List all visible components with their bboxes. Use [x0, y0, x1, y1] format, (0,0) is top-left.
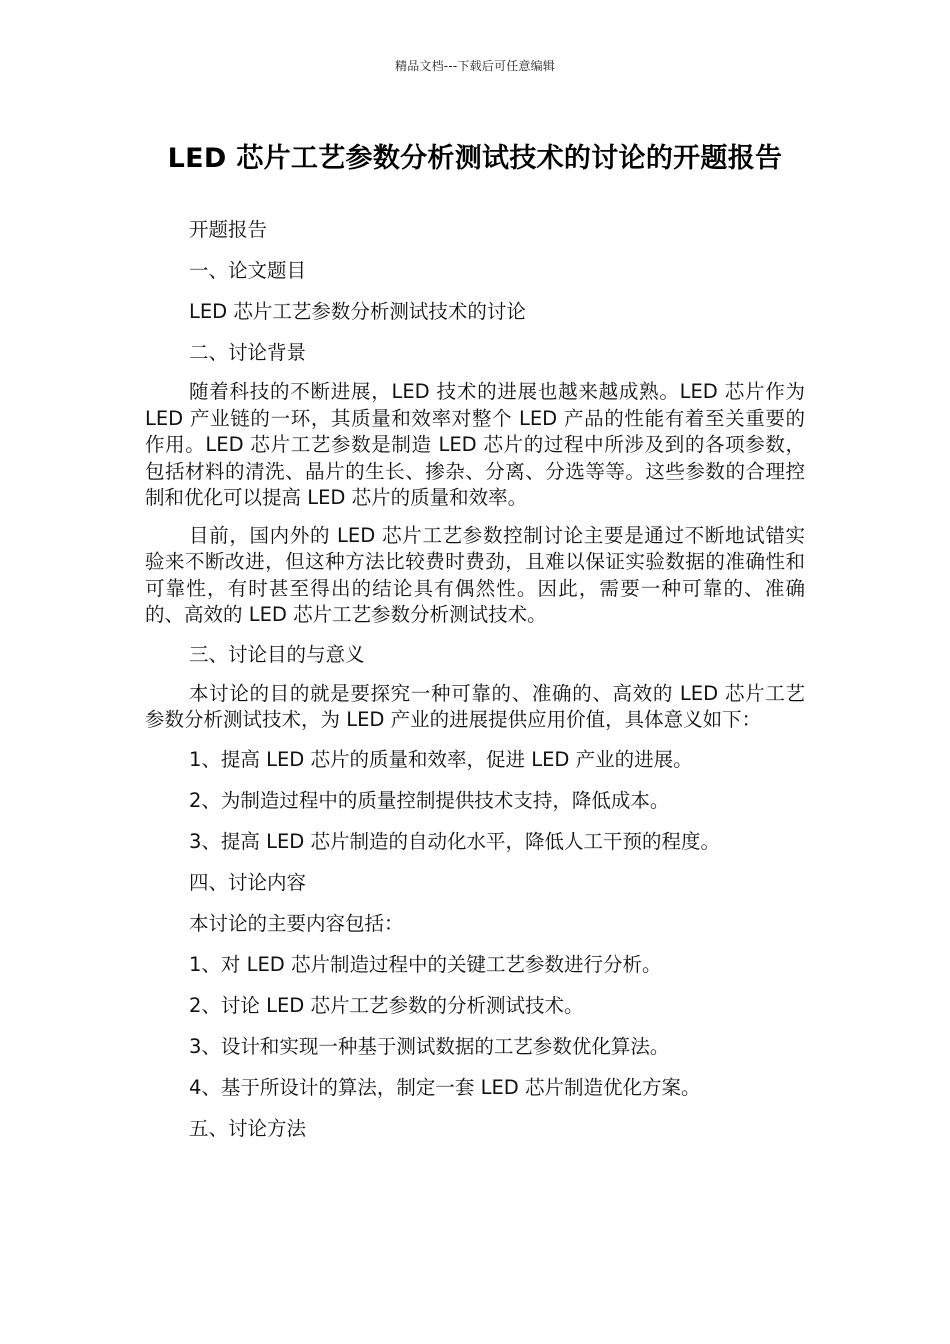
paragraph-report-label: 开题报告 — [189, 218, 268, 241]
section-heading-method: 五、讨论方法 — [189, 1116, 307, 1140]
paragraph-background-1: 随着科技的不断进展，LED 技术的进展也越来越成熟。LED 芯片作为 LED 产业链的一环，其质量和效率对整个 LED 产品的性能有着至关重要的作用。LED 芯片工艺参数是制造 LED 芯片的过程中所涉及到的各项参数，包括材料的清洗、晶片的生长、掺杂、分离、分选等等。这些参数的合理控制和优化可以提高 LED 芯片的质量和效率。 — [145, 380, 805, 509]
paragraph-thesis-title: LED 芯片工艺参数分析测试技术的讨论 — [189, 300, 526, 323]
list-item-content-1: 1、对 LED 芯片制造过程中的关键工艺参数进行分析。 — [189, 952, 662, 976]
paragraph-background-2: 目前，国内外的 LED 芯片工艺参数控制讨论主要是通过不断地试错实验来不断改进，但这种方法比较费时费劲，且难以保证实验数据的准确性和可靠性，有时甚至得出的结论具有偶然性。因此，需要一种可靠的、准确的、高效的 LED 芯片工艺参数分析测试技术。 — [145, 523, 805, 626]
section-heading-purpose: 三、讨论目的与意义 — [189, 642, 365, 666]
list-item-content-3: 3、设计和实现一种基于测试数据的工艺参数优化算法。 — [189, 1034, 670, 1058]
document-body — [145, 215, 805, 1155]
list-item-purpose-3: 3、提高 LED 芯片制造的自动化水平，降低人工干预的程度。 — [189, 829, 721, 853]
section-heading-content: 四、讨论内容 — [189, 870, 307, 894]
section-heading-thesis-title: 一、论文题目 — [189, 259, 307, 282]
list-item-purpose-2: 2、为制造过程中的质量控制提供技术支持，降低成本。 — [189, 788, 670, 812]
paragraph-purpose: 本讨论的目的就是要探究一种可靠的、准确的、高效的 LED 芯片工艺参数分析测试技术，为 LED 产业的进展提供应用价值，具体意义如下： — [145, 681, 805, 731]
list-item-purpose-1: 1、提高 LED 芯片的质量和效率，促进 LED 产业的进展。 — [189, 747, 693, 771]
list-item-content-2: 2、讨论 LED 芯片工艺参数的分析测试技术。 — [189, 993, 584, 1017]
header-note: 精品文档---下载后可任意编辑 — [395, 59, 555, 73]
document-title: LED 芯片工艺参数分析测试技术的讨论的开题报告 — [167, 143, 783, 174]
list-item-content-4: 4、基于所设计的算法，制定一套 LED 芯片制造优化方案。 — [189, 1075, 701, 1099]
paragraph-content-intro: 本讨论的主要内容包括： — [189, 911, 404, 935]
section-heading-background: 二、讨论背景 — [189, 341, 307, 364]
